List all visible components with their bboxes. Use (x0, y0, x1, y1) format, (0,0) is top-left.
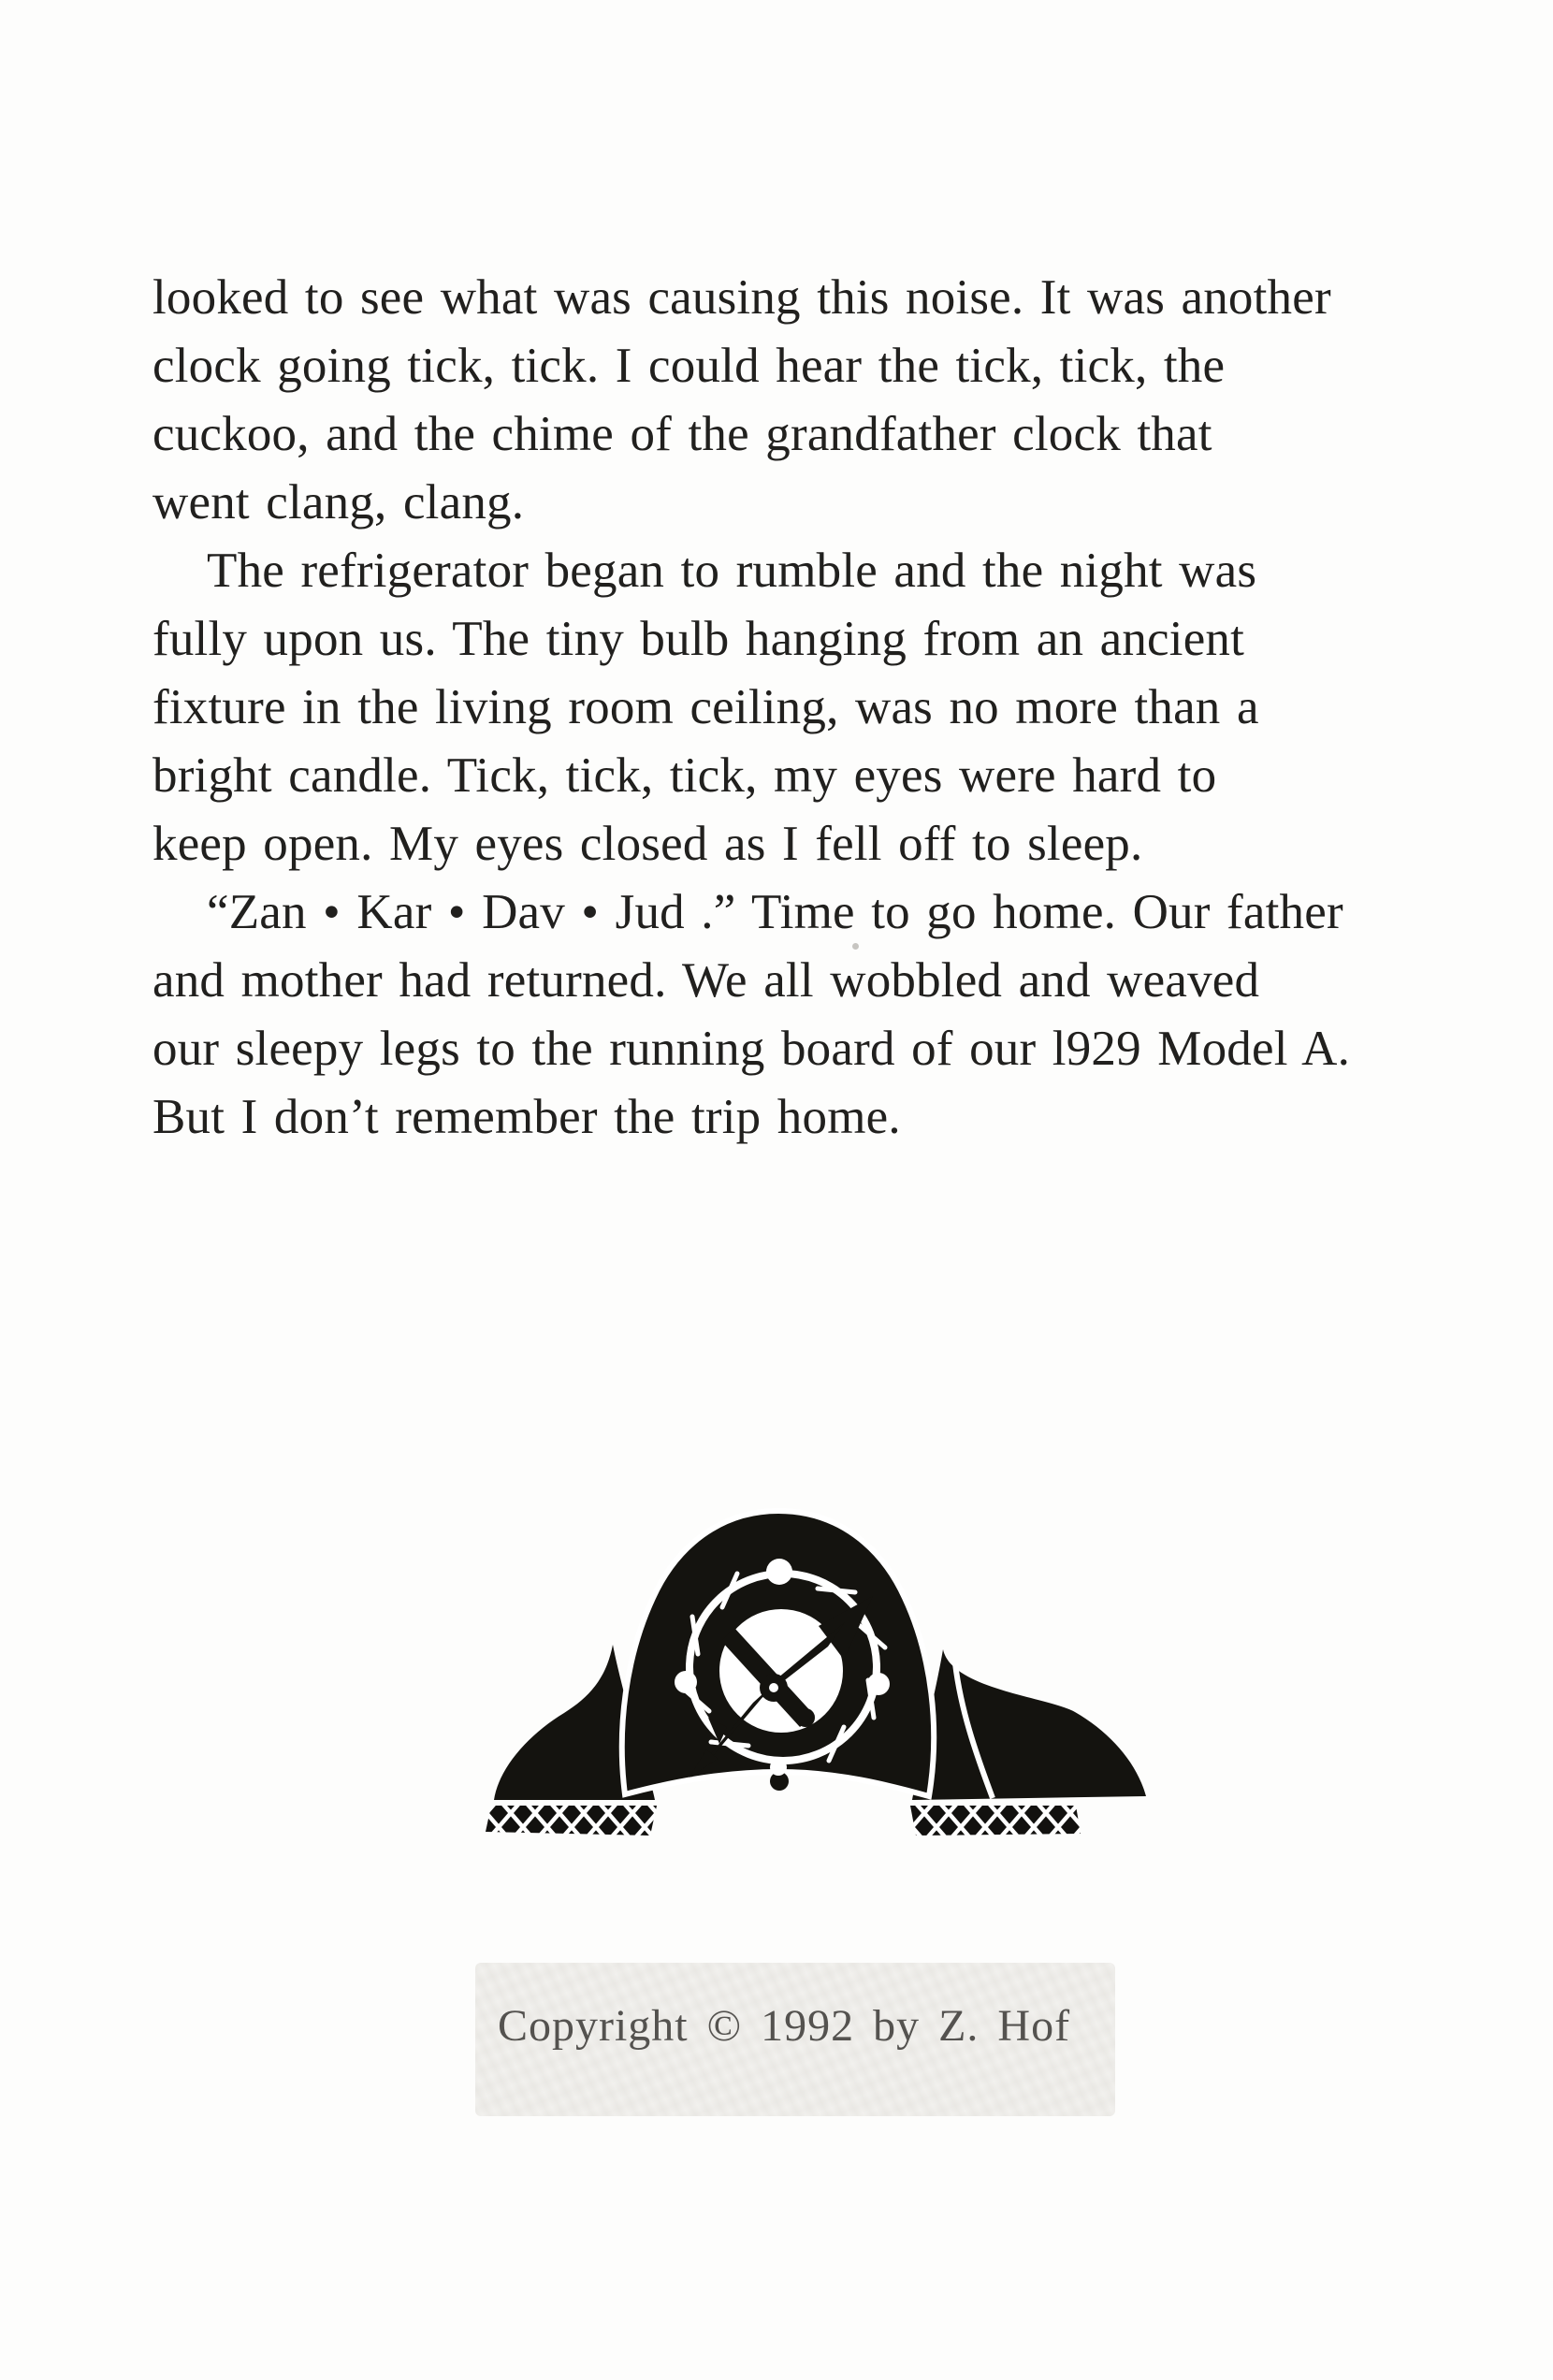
text-line: our sleepy legs to the running board of our l929 Model A. (152, 1022, 1351, 1076)
mantel-clock-illustration (426, 1504, 1155, 1839)
text-line: fixture in the living room ceiling, was no more than a (152, 680, 1259, 734)
text-line: clock going tick, tick. I could hear the tick, tick, the (152, 339, 1226, 393)
copyright-line: Copyright © 1992 by Z. Hof (497, 2001, 1071, 2051)
text-line: went clang, clang. (152, 475, 525, 530)
clock-right-foot-hatch (910, 1806, 1081, 1836)
mantel-clock-svg (426, 1504, 1155, 1839)
text-line: fully upon us. The tiny bulb hanging from an ancient (152, 612, 1245, 666)
clock-hub-dot (769, 1683, 778, 1692)
text-line: bright candle. Tick, tick, tick, my eyes were hard to (152, 748, 1217, 803)
text-line: The refrigerator began to rumble and the night was (207, 544, 1257, 598)
clock-left-foot-hatch (486, 1806, 657, 1836)
scan-speck (852, 943, 859, 950)
story-text (152, 264, 1350, 1152)
text-line: keep open. My eyes closed as I fell off to sleep. (152, 817, 1143, 871)
text-line: looked to see what was causing this noise. It was another (152, 270, 1331, 325)
text-line: and mother had returned. We all wobbled and weaved (152, 953, 1260, 1008)
text-line: “Zan • Kar • Dav • Jud .” Time to go home. Our father (207, 885, 1343, 939)
clock-right-wing (912, 1649, 1146, 1800)
text-line: But I don’t remember the trip home. (152, 1090, 901, 1144)
text-line: cuckoo, and the chime of the grandfather clock that (152, 407, 1212, 461)
